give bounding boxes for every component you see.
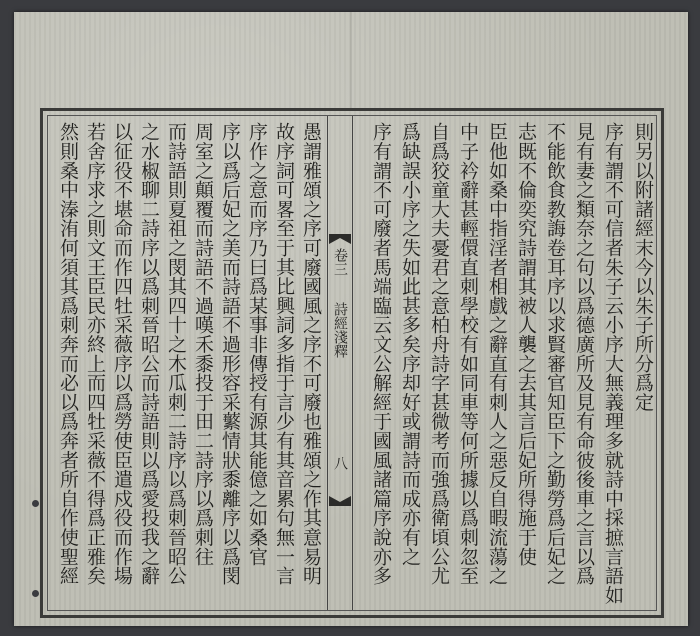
right-page [351, 116, 656, 610]
print-frame [40, 108, 664, 618]
folio-number: 八 [332, 456, 348, 470]
text-column: 周室之顛覆而詩語不過嘆禾黍投于田二詩序以爲刺往 [192, 122, 214, 566]
text-column: 而詩語則夏祖之閔其四十之木瓜刺二詩序以爲刺晉昭公 [165, 122, 187, 586]
text-column: 自爲狡童大夫憂君之意柏舟詩字甚微考而強爲衛頃公尤 [428, 122, 450, 586]
text-column: 不能飲食教誨卷耳序以求賢審官知臣下之勤勞爲后妃之 [544, 122, 566, 586]
book-leaf [14, 12, 688, 626]
binding-hole [32, 590, 39, 597]
print-frame-inner [47, 115, 657, 611]
text-column: 志既不倫奕究詩謂其被人襲之去其言后妃所得施于使 [515, 122, 537, 566]
text-column: 序以爲后妃之美而詩語不過形容采蘩情狀黍離序以爲閔 [219, 122, 241, 586]
fishtail-mark [329, 234, 351, 244]
text-column: 故序詞可畧至于其比興詞多指于言少有其音累句無一言 [273, 122, 295, 586]
left-page [48, 116, 324, 610]
text-column: 序有謂不可信者朱子云小序大無義理多就詩中採摭言語如 [602, 122, 624, 605]
text-column: 爲缺誤小序之失如此甚多矣序却好或謂詩而成亦有之 [399, 122, 421, 566]
fishtail-mark [329, 496, 351, 506]
text-column: 臣他如桑中指淫者相戲之辭直有刺人之惡反自暇流蕩之 [486, 122, 508, 586]
book-title: 詩經淺釋 [332, 302, 348, 358]
text-column: 見有妻之類奈之句以爲德廣所及見有命彼後車之言以爲 [573, 122, 595, 586]
page-crease [350, 12, 352, 108]
text-column: 若舍序求之則文王臣民亦終上而四牡采薇不得爲正雅矣 [84, 122, 106, 586]
binding-hole [32, 500, 39, 507]
text-column: 序作之意而序乃曰爲某事非傳授有源其能億之如桑官 [246, 122, 268, 566]
text-column: 則另以附諸經末今以朱子所分爲定 [632, 122, 654, 412]
volume-label: 卷三 [332, 248, 348, 276]
text-column: 然則桑中溱洧何須其爲刺奔而必以爲奔者所自作使聖經 [57, 122, 79, 586]
text-column: 序有謂不可廢者馬端臨云文公解經于國風諸篇序說亦多 [370, 122, 392, 586]
center-gutter [327, 116, 353, 610]
text-column: 中子衿辭甚輕儇直刺學校有如同車等何所據以爲刺忽至 [457, 122, 479, 586]
text-column: 愚謂雅頌之序可廢國風之序不可廢也雅頌之作其意易明 [300, 122, 322, 586]
text-column: 之水椒聊二詩序以爲刺晉昭公而詩語則以爲愛投我之辭 [138, 122, 160, 586]
text-column: 以征役不堪命而作四牡采薇序以爲勞使臣遣戍役而作場 [111, 122, 133, 586]
